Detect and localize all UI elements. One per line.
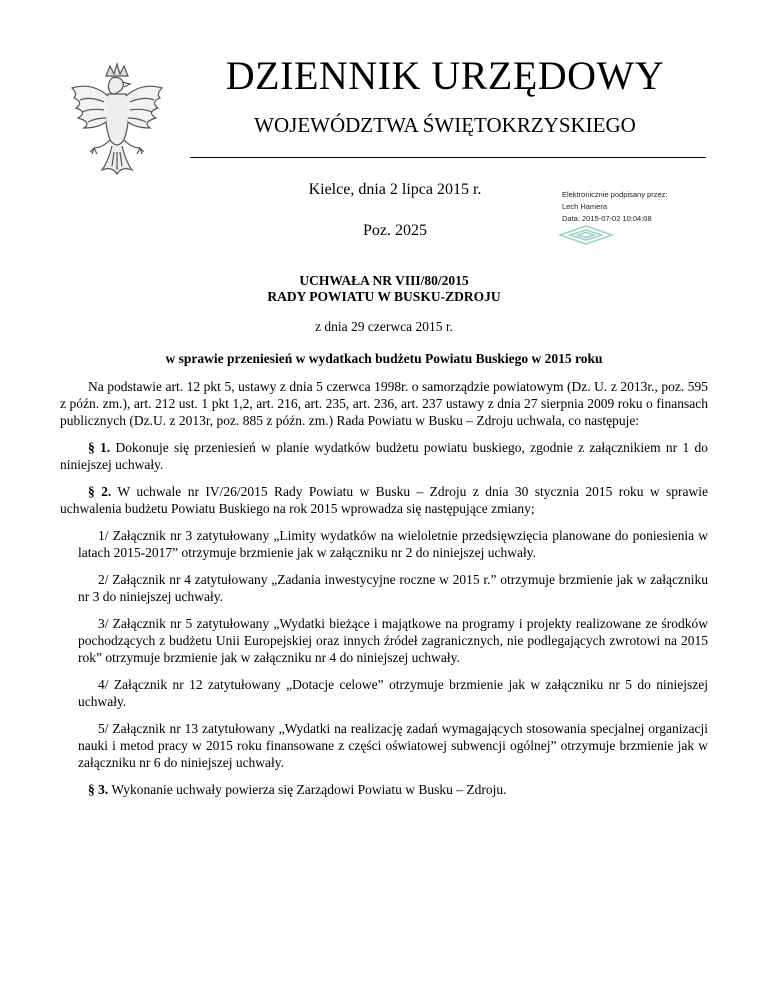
section-2 <box>60 483 708 517</box>
section-1 <box>60 439 708 473</box>
section-3 <box>60 781 708 798</box>
section-3-label: § 3. <box>88 782 109 797</box>
section-2-text: W uchwale nr IV/26/2015 Rady Powiatu w Busku – Zdroju z dnia 30 stycznia 2015 roku w sprawie uchwalenia budżetu Powiatu Buskiego na rok 2015 wprowadza się następujące zmiany; <box>60 484 709 516</box>
header-divider <box>190 157 706 158</box>
legal-basis-paragraph: Na podstawie art. 12 pkt 5, ustawy z dnia 5 czerwca 1998r. o samorządzie powiatowym (Dz. U. z 2013r., poz. 595 z późn. zm.), art. 212 ust. 1 pkt 1,2, art. 216, art. 235, art. 236, art. 237 ustawy z dnia 27 sierpnia 2009 roku o finansach publicznych (Dz.U. z 2013r, poz. 885 z późn. zm.) Rada Powiatu w Busku – Zdroju uchwala, co następuje: <box>60 379 708 428</box>
electronic-signature-block <box>562 189 712 225</box>
signature-stamp-icon <box>556 224 616 246</box>
resolution-subject: w sprawie przeniesień w wydatkach budżetu Powiatu Buskiego w 2015 roku <box>165 351 603 366</box>
signature-line-1: Elektronicznie podpisany przez: <box>562 190 668 199</box>
resolution-date: z dnia 29 czerwca 2015 r. <box>315 319 453 334</box>
list-item: 4/ Załącznik nr 12 zatytułowany „Dotacje celowe” otrzymuje brzmienie jak w załączniku nr 5 do niniejszej uchwały. <box>78 677 708 709</box>
section-1-label: § 1. <box>88 440 111 455</box>
eagle-emblem-icon <box>62 62 172 182</box>
journal-subtitle: WOJEWÓDZTWA ŚWIĘTOKRZYSKIEGO <box>254 113 636 137</box>
list-item: 5/ Załącznik nr 13 zatytułowany „Wydatki na realizację zadań wymagających stosowania specjalnej organizacji nauki i metod pracy w 2015 roku finansowane z części oświatowej subwencji ogólnej” otrzymuje brzmienie jak w załączniku nr 6 do niniejszej uchwały. <box>78 721 708 770</box>
signature-date: Data: 2015-07-02 10:04:08 <box>562 214 652 223</box>
resolution-number: UCHWAŁA NR VIII/80/2015 <box>299 273 469 288</box>
list-item: 1/ Załącznik nr 3 zatytułowany „Limity wydatków na wieloletnie przedsięwzięcia planowane do poniesienia w latach 2015-2017” otrzymuje brzmienie jak w załączniku nr 2 do niniejszej uchwały. <box>78 528 708 560</box>
section-1-text: Dokonuje się przeniesień w planie wydatków budżetu powiatu buskiego, zgodnie z załącznikiem nr 1 do niniejszej uchwały. <box>60 440 708 472</box>
section-2-label: § 2. <box>88 484 112 499</box>
section-3-text: Wykonanie uchwały powierza się Zarządowi Powiatu w Busku – Zdroju. <box>108 782 507 797</box>
position-number: Poz. 2025 <box>363 222 427 239</box>
resolution-body <box>60 378 708 808</box>
journal-title: DZIENNIK URZĘDOWY <box>225 53 665 98</box>
resolution-heading <box>0 273 768 305</box>
list-item: 3/ Załącznik nr 5 zatytułowany „Wydatki bieżące i majątkowe na programy i projekty realizowane ze środków pochodzących z budżetu Unii Europejskiej oraz innych źródeł zagranicznych, nie podlegających zwrotowi na 2015 rok” otrzymuje brzmienie jak w załączniku nr 4 do niniejszej uchwały. <box>78 616 708 665</box>
publication-place-date: Kielce, dnia 2 lipca 2015 r. <box>308 181 482 198</box>
signature-signer: Lech Hamera <box>562 202 608 211</box>
list-item: 2/ Załącznik nr 4 zatytułowany „Zadania inwestycyjne roczne w 2015 r.” otrzymuje brzmienie jak w załączniku nr 3 do niniejszej uchwały. <box>78 572 708 604</box>
resolution-issuer: RADY POWIATU W BUSKU-ZDROJU <box>267 289 501 304</box>
